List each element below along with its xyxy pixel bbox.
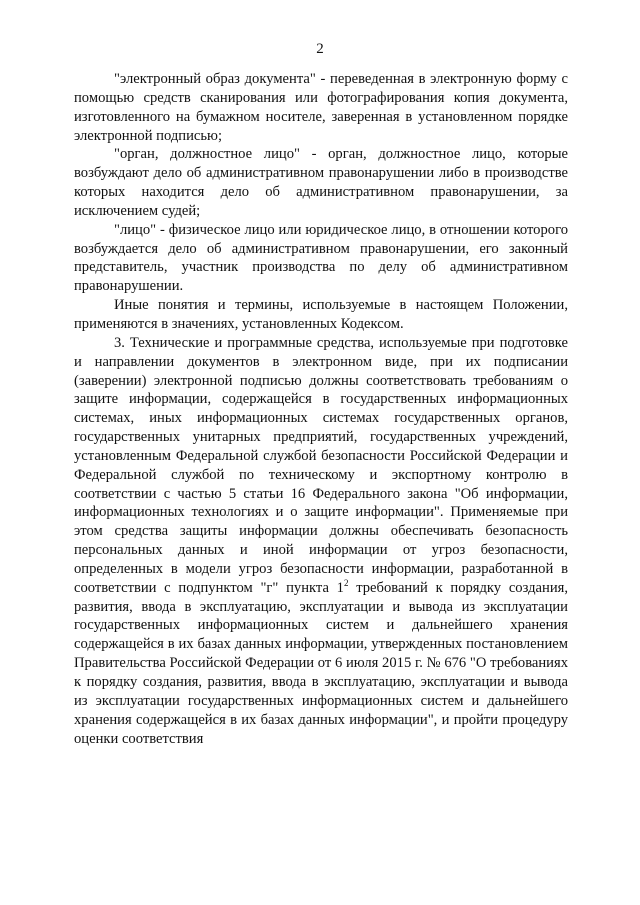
section-3-text-part-1: 3. Технические и программные средства, используемые при подготовке и направлении документов в электронном виде, при их подписании (заверении) электронной подписью должны соответствовать требованиям о защите информации, содержащейся в государственных информационных системах, иных информационных системах государственных органов, государственных унитарных предприятий, государственных учреждений, установленным Федеральной службой безопасности Российской Федерации и Федеральной службой по техническому и экспортному контролю в соответствии с частью 5 статьи 16 Федерального закона "Об информации, информационных технологиях и о защите информации". Применяемые при этом средства защиты информации должны обеспечивать безопасность персональных данных и иной информации от угроз безопасности, определенных в модели угроз безопасности информации, разработанной в соответствии с подпунктом "г" пункта 1 bbox=[74, 334, 568, 596]
definition-person: "лицо" - физическое лицо или юридическое лицо, в отношении которого возбуждается дело об административном правонарушении, его законный представитель, участник производства по делу об административном правонарушении. bbox=[74, 221, 568, 295]
section-3-paragraph bbox=[74, 334, 568, 749]
definition-authority-official: "орган, должностное лицо" - орган, должностное лицо, которые возбуждают дело об административном правонарушении либо в производстве которых находится дело об административном правонарушении, за исключением судей; bbox=[74, 146, 568, 219]
document-body bbox=[74, 70, 568, 748]
other-terms-paragraph: Иные понятия и термины, используемые в настоящем Положении, применяются в значениях, установленных Кодексом. bbox=[74, 297, 568, 332]
page-number: 2 bbox=[316, 41, 324, 57]
definition-electronic-image: "электронный образ документа" - переведенная в электронную форму с помощью средств сканирования или фотографирования копия документа, изготовленного на бумажном носителе, заверенная в установленном порядке электронной подписью; bbox=[74, 71, 568, 144]
section-3-text-part-2: требований к порядку создания, развития, ввода в эксплуатацию, эксплуатации и вывода из эксплуатации государственных информационных систем и дальнейшего хранения содержащейся в их базах данных информации, утвержденных постановлением Правительства Российской Федерации от 6 июля 2015 г. № 676 "О требованиях к порядку создания, развития, ввода в эксплуатацию, эксплуатации и вывода из эксплуатации государственных информационных систем и дальнейшего хранения содержащейся в их базах данных информации", и пройти процедуру оценки соответствия bbox=[74, 579, 568, 747]
footnote-superscript: 2 bbox=[343, 577, 349, 588]
